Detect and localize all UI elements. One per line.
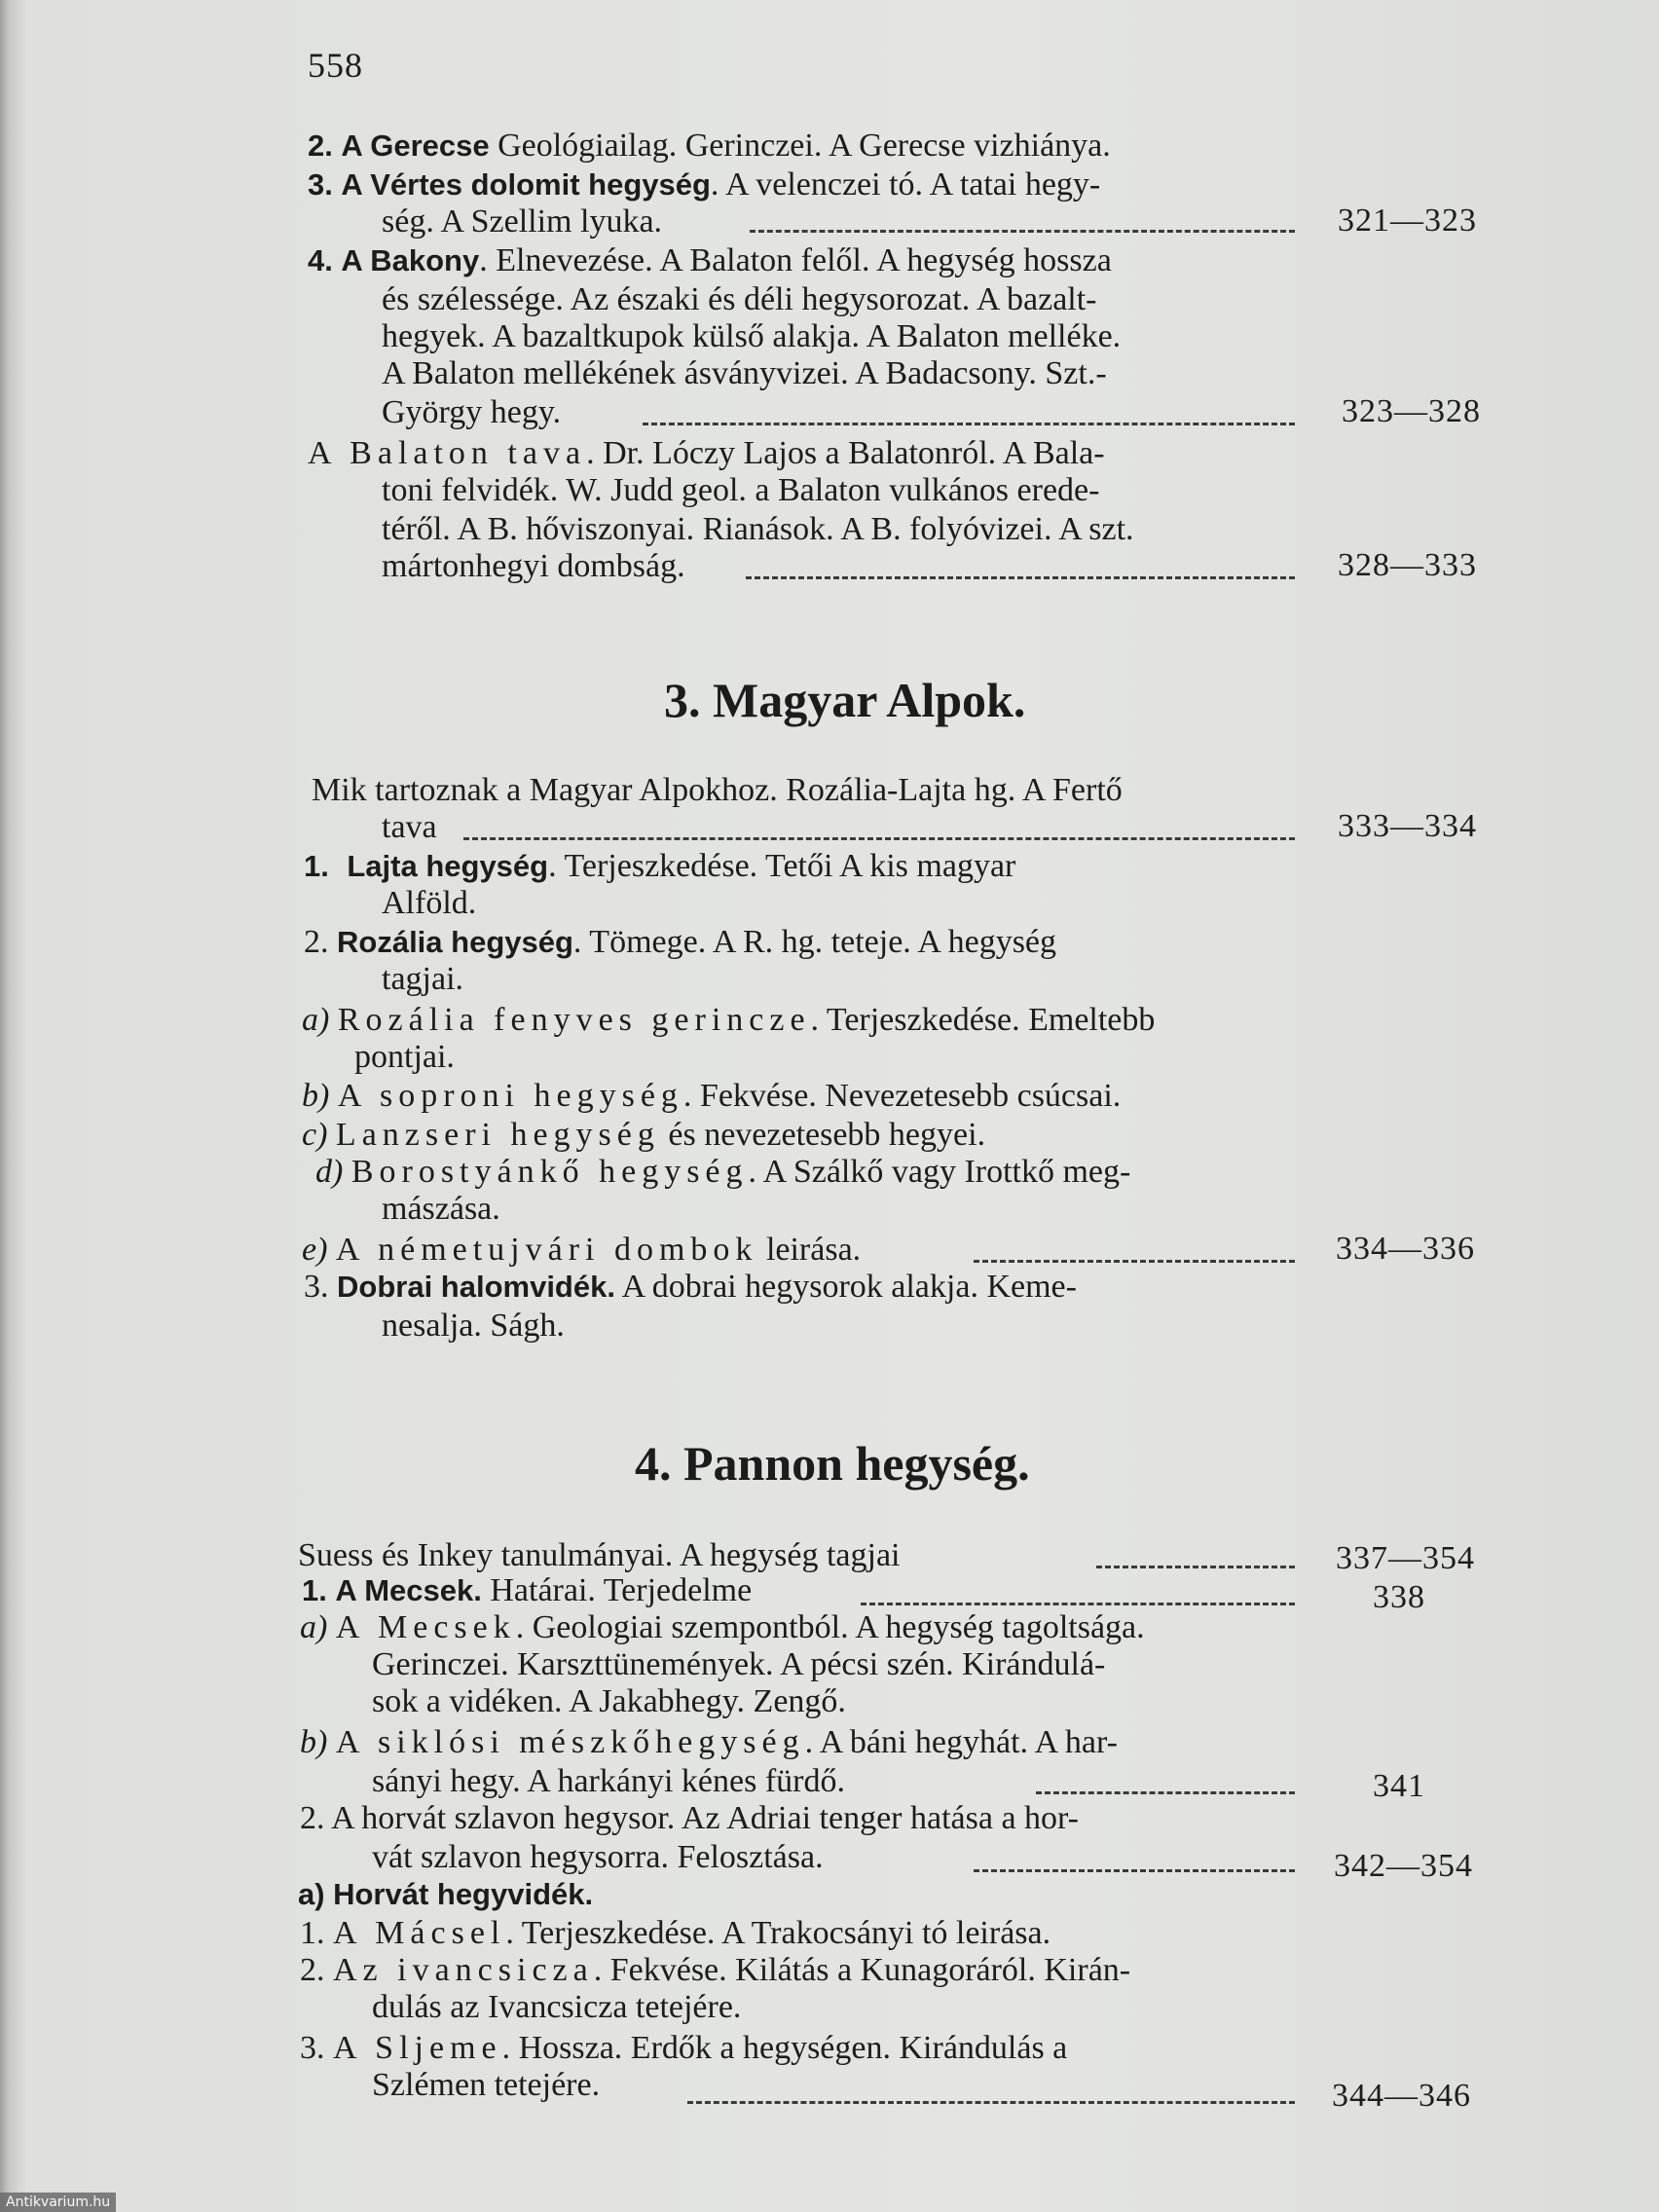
entry-spaced-title: Borostyánkő hegység [350,1154,749,1190]
entry-continuation: Gerinczei. Karszttünemények. A pécsi szén. Kirándulá- [372,1646,1106,1682]
entry-number: 1. [304,849,329,883]
entry-continuation: téről. A B. hőviszonyai. Rianások. A B. folyóvizei. A szt. [382,511,1134,547]
page-range: 333—334 [1338,808,1477,844]
entry-title: Lajta hegység [347,849,549,883]
entry-spaced-title: A Mecsek [335,1609,516,1645]
entry-text: . Elnevezése. A Balaton felől. A hegység hossza [479,242,1112,278]
section-intro: Suess és Inkey tanulmányai. A hegység tagjai [298,1537,901,1573]
entry-gerecse [308,127,1111,166]
entry-title: A Gerecse [341,129,490,163]
entry-dobrai [304,1268,1077,1307]
leader-dots [974,1869,1295,1872]
entry-spaced-title: Rozália fenyves gerincze [337,1002,811,1038]
page-range: 338 [1373,1579,1425,1615]
entry-continuation: toni felvidék. W. Judd geol. a Balaton vulkános erede- [382,472,1100,508]
leader-dots [746,576,1295,579]
sub-entry-lanzser [302,1116,985,1155]
entry-text: . Terjeszkedése. Tetői A kis magyar [548,848,1016,884]
sub-entry-label: a) [298,1877,325,1911]
section-heading: 3. Magyar Alpok. [664,673,1026,727]
entry-continuation: A Balaton mellékének ásványvizei. A Badacsony. Szt.- [382,355,1107,391]
entry-text: . Fekvése. Kilátás a Kunagoráról. Kirán- [593,1952,1131,1988]
leader-dots [643,423,1295,425]
entry-title: A Mecsek. [335,1573,482,1607]
leader-dots [1036,1791,1295,1794]
entry-number: 2. [300,1800,325,1836]
sub-entry-mecsek [300,1608,1145,1647]
entry-text: Geológiailag. Gerinczei. A Gerecse vizhiánya. [489,128,1111,164]
entry-continuation: sok a vidéken. A Jakabhegy. Zengő. [372,1683,846,1719]
entry-continuation: ség. A Szellim lyuka. [382,203,663,240]
entry-number: 1. [302,1573,327,1607]
entry-continuation: mártonhegyi dombság. [382,548,685,584]
leader-dots [687,2101,1295,2104]
entry-text: . Geologiai szempontból. A hegység tagoltsága. [515,1609,1145,1645]
entry-bakony [308,241,1112,280]
entry-text: A dobrai hegysorok alakja. Keme- [614,1269,1077,1305]
entry-title: A Vértes dolomit hegység [341,167,711,202]
page-range: 321—323 [1338,203,1477,239]
entry-title: Dobrai halomvidék. [337,1270,615,1304]
entry-text: Határai. Terjedelme [481,1572,753,1608]
entry-text: . Dr. Lóczy Lajos a Balatonról. A Bala- [586,435,1105,471]
entry-lajta [304,847,1015,886]
entry-sljeme [300,2029,1067,2068]
entry-continuation: György hegy. [382,394,562,430]
entry-text: . Hossza. Erdők a hegységen. Kirándulás a [501,2030,1068,2066]
entry-text: és nevezetesebb hegyei. [659,1117,986,1153]
entry-continuation: mászása. [382,1191,500,1227]
entry-number: 3. [304,1269,329,1305]
entry-continuation: pontjai. [354,1039,455,1075]
sub-entry-label: a) [302,1002,330,1038]
sub-entry-label: e) [302,1232,328,1268]
entry-mecsek [302,1571,752,1610]
entry-continuation: dulás az Ivancsicza tetejére. [372,1989,742,2025]
entry-text: leirása. [757,1232,862,1268]
watermark-label: Antikvarium.hu [0,2193,116,2212]
entry-continuation: hegyek. A bazaltkupok külső alakja. A Balaton melléke. [382,318,1122,354]
sub-entry-nemetujvar [302,1231,861,1270]
entry-number: 2. [304,924,329,960]
entry-spaced-title: Az ivancsicza [333,1952,594,1988]
sub-entry-label: c) [302,1117,328,1153]
entry-number: 3. [308,167,333,202]
leader-dots [1096,1566,1295,1568]
entry-number: 3. [300,2030,325,2066]
entry-spaced-title: Lanzseri hegység [335,1117,660,1153]
page-range: 328—333 [1338,547,1477,583]
entry-continuation: tagjai. [382,961,464,997]
section-intro: tava [382,809,437,845]
leader-dots [861,1603,1295,1605]
entry-text: . Tömege. A R. hg. teteje. A hegység [572,924,1057,960]
sub-entry-label: a) [300,1609,328,1645]
sub-entry-rozalia-gerincze [302,1001,1155,1040]
entry-title: Rozália hegység [337,925,573,959]
sub-entry-label: b) [302,1078,330,1114]
page-range: 334—336 [1336,1231,1475,1267]
section-heading: 4. Pannon hegység. [635,1436,1030,1491]
leader-dots [974,1260,1295,1263]
entry-title: Horvát hegyvidék. [333,1877,594,1911]
entry-title: A Bakony [341,243,480,277]
sub-entry-label: d) [315,1154,344,1190]
entry-text: . Terjeszkedése. A Trakocsányi tó leirása. [505,1915,1051,1951]
entry-text: . Terjeszkedése. Emeltebb [810,1002,1156,1038]
page-range: 342—354 [1334,1848,1473,1884]
entry-number: 4. [308,243,333,277]
sub-entry-sopron [302,1077,1121,1116]
sub-entry-label: b) [300,1724,328,1760]
entry-spaced-title: A Balaton tava [308,435,587,471]
page-number: 558 [308,46,363,85]
sub-entry-siklos [300,1723,1118,1762]
entry-text: . Fekvése. Nevezetesebb csúcsai. [682,1078,1122,1114]
sub-section-horvat-hegyvidek [298,1875,593,1914]
entry-number: 2. [300,1952,325,1988]
entry-rozalia [304,923,1056,962]
sub-entry-borostyanko [315,1153,1130,1192]
page-range: 344—346 [1332,2078,1471,2114]
page-range: 337—354 [1336,1540,1475,1576]
entry-spaced-title: A németujvári dombok [335,1232,758,1268]
entry-macsel [300,1914,1051,1953]
entry-text: . A báni hegyhát. A har- [804,1724,1118,1760]
entry-number: 1. [300,1915,325,1951]
entry-continuation: Szlémen tetejére. [372,2067,601,2103]
entry-balaton [308,434,1105,473]
entry-continuation: nesalja. Ságh. [382,1308,565,1344]
entry-continuation: és szélessége. Az északi és déli hegysorozat. A bazalt- [382,281,1097,317]
entry-spaced-title: A Mácsel [333,1915,506,1951]
entry-text: . A velenczei tó. A tatai hegy- [710,166,1101,203]
page-range: 341 [1373,1768,1425,1804]
entry-vertes [308,166,1100,204]
page-range: 323—328 [1342,393,1481,429]
leader-dots [463,837,1295,840]
entry-continuation: Alföld. [382,885,477,921]
entry-continuation: sányi hegy. A harkányi kénes fürdő. [372,1763,845,1799]
entry-spaced-title: A Sljeme [333,2030,502,2066]
entry-spaced-title: A soproni hegység [337,1078,683,1114]
entry-ivancsicza [300,1951,1130,1990]
entry-number: 2. [308,129,333,163]
entry-text: . A Szálkő vagy Irottkő meg- [748,1154,1131,1190]
entry-horvat-szlavon [300,1799,1079,1838]
entry-spaced-title: A siklósi mészkőhegység [335,1724,805,1760]
section-intro: Mik tartoznak a Magyar Alpokhoz. Rozália-Lajta hg. A Fertő [312,772,1123,808]
entry-continuation: vát szlavon hegysorra. Felosztása. [372,1839,824,1875]
leader-dots [750,230,1295,233]
entry-text: A horvát szlavon hegysor. Az Adriai tenger hatása a hor- [324,1800,1079,1836]
